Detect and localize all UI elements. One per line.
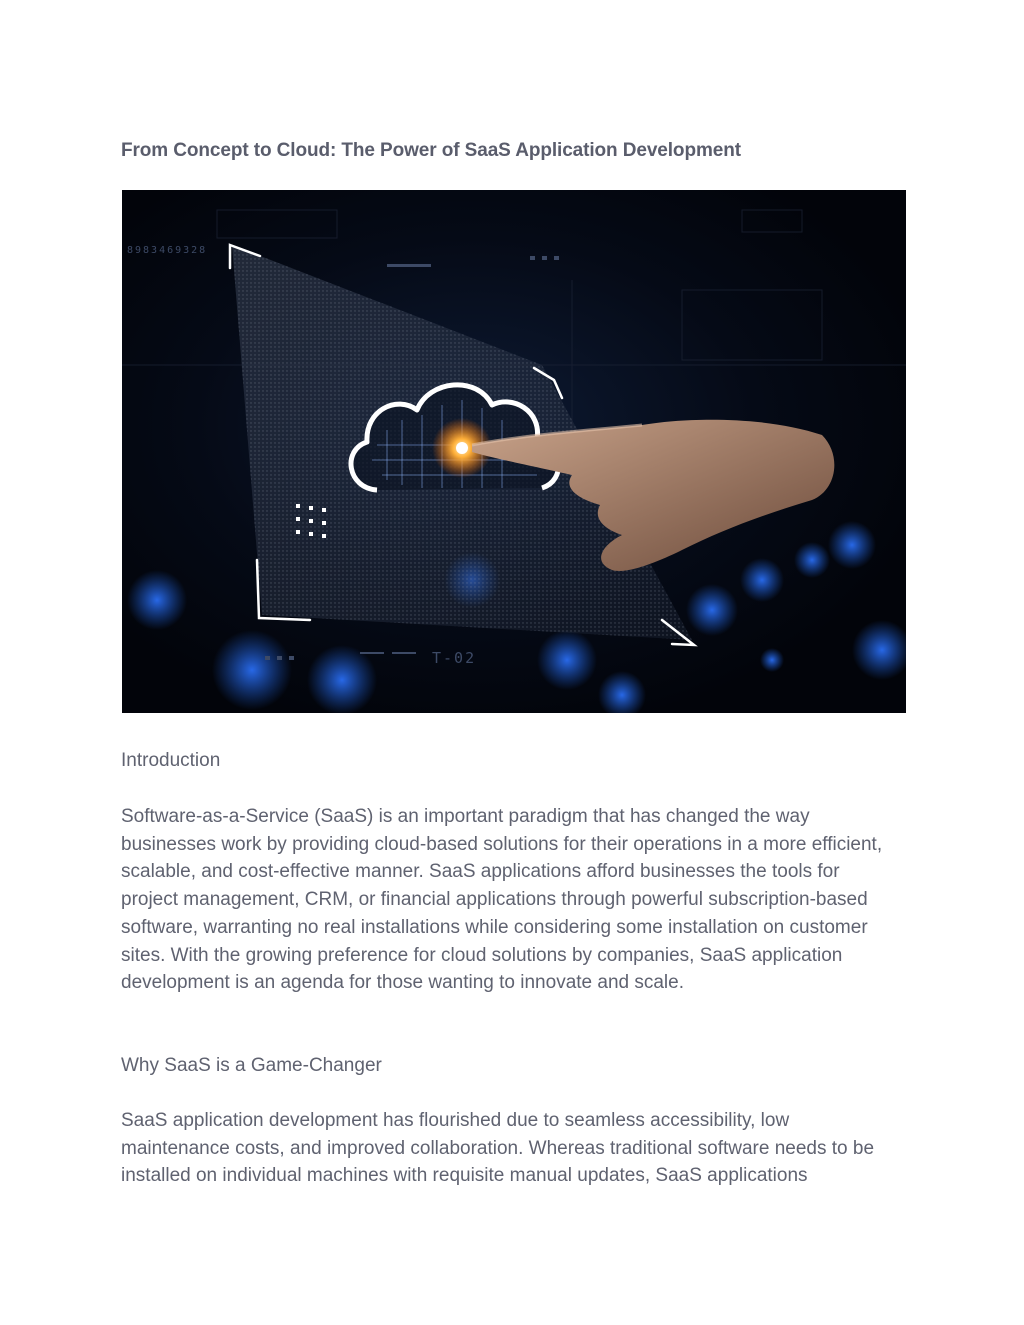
section-paragraph-why-saas: SaaS application development has flourished due to seamless accessibility, low maintenance costs, and improved collaboration. Whereas traditional software needs to be installed on individual machines with requisite manual updates, SaaS applications	[121, 1110, 875, 1187]
digits-overlay: 8983469328	[127, 245, 208, 256]
section-heading-introduction: Introduction	[121, 750, 221, 771]
page-title: From Concept to Cloud: The Power of SaaS Application Development	[121, 140, 741, 161]
section-paragraph-introduction: Software-as-a-Service (SaaS) is an important paradigm that has changed the way businesses work by providing cloud-based solutions for their operations in a more efficient, scalable, and cost-effective manner. SaaS applications afford businesses the tools for project management, CRM, or financial applications through powerful subscription-based software, warranting no real installations while considering some installation on customer sites. With the growing preference for cloud solutions by companies, SaaS application development is an agenda for those wanting to innovate and scale.	[121, 806, 883, 994]
hero-image	[122, 190, 906, 713]
cloud-touch-illustration-icon	[122, 190, 906, 713]
section-heading-why-saas: Why SaaS is a Game-Changer	[121, 1055, 382, 1076]
panel-label: T-02	[432, 649, 477, 667]
